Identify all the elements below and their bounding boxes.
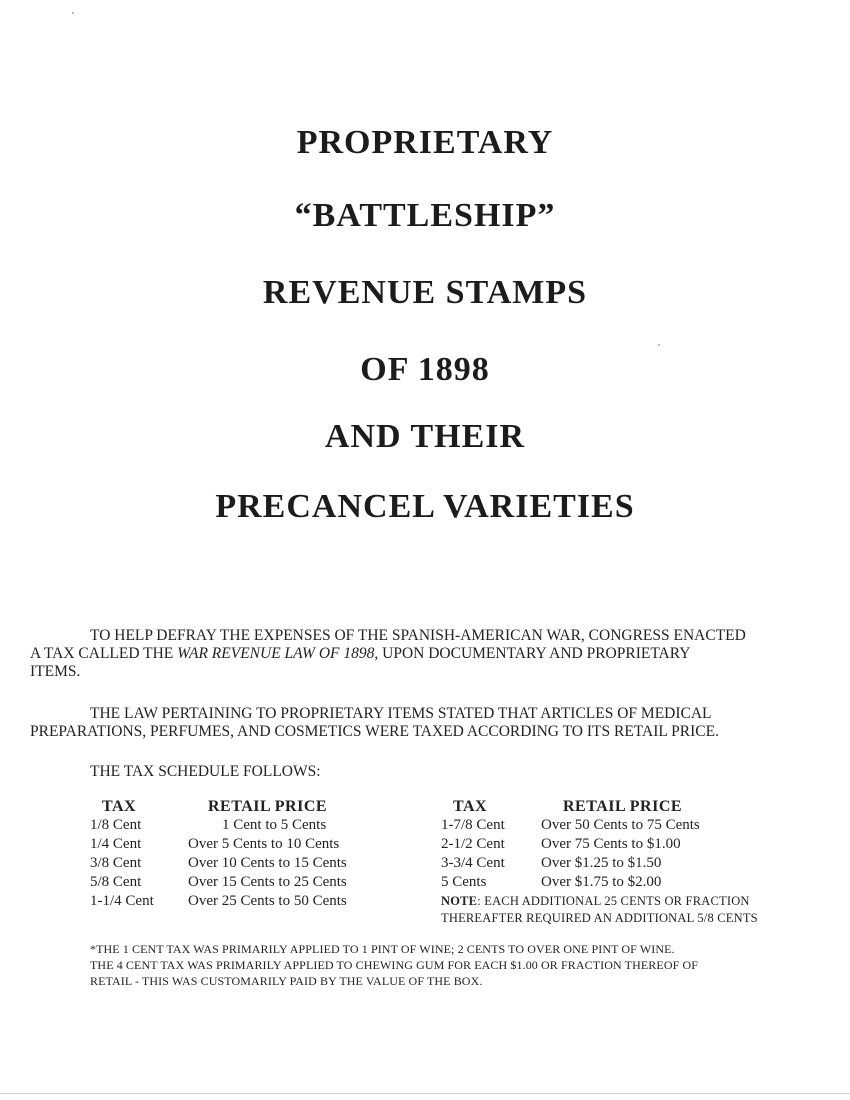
law-line-1 <box>30 705 810 723</box>
left-tax-header: TAX <box>102 798 137 815</box>
left-tax-cell: 5/8 Cent <box>90 874 142 890</box>
right-price-cell: Over $1.75 to $2.00 <box>541 874 662 890</box>
right-price-column <box>541 797 700 892</box>
footnote-line-1: *THE 1 CENT TAX WAS PRIMARILY APPLIED TO 1 PINT OF WINE; 2 CENTS TO OVER ONE PINT OF WINE. <box>90 942 675 956</box>
intro-line-1-text: TO HELP DEFRAY THE EXPENSES OF THE SPANISH-AMERICAN WAR, CONGRESS ENACTED <box>90 627 746 644</box>
right-tax-cell: 3-3/4 Cent <box>441 855 505 871</box>
schedule-heading: THE TAX SCHEDULE FOLLOWS: <box>90 763 321 780</box>
title-line-2: “BATTLESHIP” <box>294 197 556 234</box>
right-price-cell: Over $1.25 to $1.50 <box>541 855 662 871</box>
left-tax-cell: 1-1/4 Cent <box>90 893 154 909</box>
left-price-cell: Over 10 Cents to 15 Cents <box>188 855 347 871</box>
scan-speck <box>72 12 74 14</box>
law-line-2: PREPARATIONS, PERFUMES, AND COSMETICS WERE TAXED ACCORDING TO ITS RETAIL PRICE. <box>30 723 719 740</box>
intro-line-3: ITEMS. <box>30 663 81 680</box>
footnote <box>90 941 810 989</box>
title-line-6: PRECANCEL VARIETIES <box>215 488 635 525</box>
left-tax-column <box>90 797 154 911</box>
note-line-1 <box>441 893 758 910</box>
right-price-cell: Over 75 Cents to $1.00 <box>541 836 681 852</box>
title-line-4: OF 1898 <box>360 351 490 388</box>
scan-speck <box>658 344 660 346</box>
footnote-line-2: THE 4 CENT TAX WAS PRIMARILY APPLIED TO CHEWING GUM FOR EACH $1.00 OR FRACTION THEREOF OF <box>90 958 699 972</box>
law-line-1-text: THE LAW PERTAINING TO PROPRIETARY ITEMS STATED THAT ARTICLES OF MEDICAL <box>90 705 712 722</box>
right-price-cell: Over 50 Cents to 75 Cents <box>541 817 700 833</box>
left-price-header: RETAIL PRICE <box>208 798 328 815</box>
intro-line-2-after: , UPON DOCUMENTARY AND PROPRIETARY <box>374 645 691 662</box>
note-line-1-text: : EACH ADDITIONAL 25 CENTS OR FRACTION <box>477 894 750 908</box>
title-line-5: AND THEIR <box>324 418 526 455</box>
right-tax-cell: 5 Cents <box>441 874 487 890</box>
left-tax-cell: 3/8 Cent <box>90 855 142 871</box>
law-name: WAR REVENUE LAW OF 1898 <box>177 645 375 662</box>
intro-line-2-before: A TAX CALLED THE <box>30 645 178 662</box>
intro-paragraph <box>30 627 810 681</box>
intro-line-1 <box>30 627 810 645</box>
note-line-2: THEREAFTER REQUIRED AN ADDITIONAL 5/8 CENTS <box>441 911 758 925</box>
left-price-cell: Over 25 Cents to 50 Cents <box>188 893 347 909</box>
title-line-1: PROPRIETARY <box>296 124 554 161</box>
right-price-header: RETAIL PRICE <box>563 798 683 815</box>
footnote-line-3: RETAIL - THIS WAS CUSTOMARILY PAID BY THE VALUE OF THE BOX. <box>90 974 483 988</box>
left-price-cell: 1 Cent to 5 Cents <box>222 817 327 833</box>
scan-edge-line <box>0 1093 850 1094</box>
right-tax-column <box>441 797 505 892</box>
title-line-3: REVENUE STAMPS <box>262 274 588 311</box>
schedule-note <box>441 893 758 927</box>
intro-line-2 <box>30 645 810 663</box>
right-tax-cell: 2-1/2 Cent <box>441 836 505 852</box>
right-tax-header: TAX <box>453 798 488 815</box>
right-tax-cell: 1-7/8 Cent <box>441 817 505 833</box>
left-price-column <box>188 797 347 911</box>
left-tax-cell: 1/4 Cent <box>90 836 142 852</box>
left-tax-cell: 1/8 Cent <box>90 817 142 833</box>
law-paragraph <box>30 705 810 741</box>
left-price-cell: Over 15 Cents to 25 Cents <box>188 874 347 890</box>
note-label: NOTE <box>441 894 478 908</box>
left-price-cell: Over 5 Cents to 10 Cents <box>188 836 340 852</box>
